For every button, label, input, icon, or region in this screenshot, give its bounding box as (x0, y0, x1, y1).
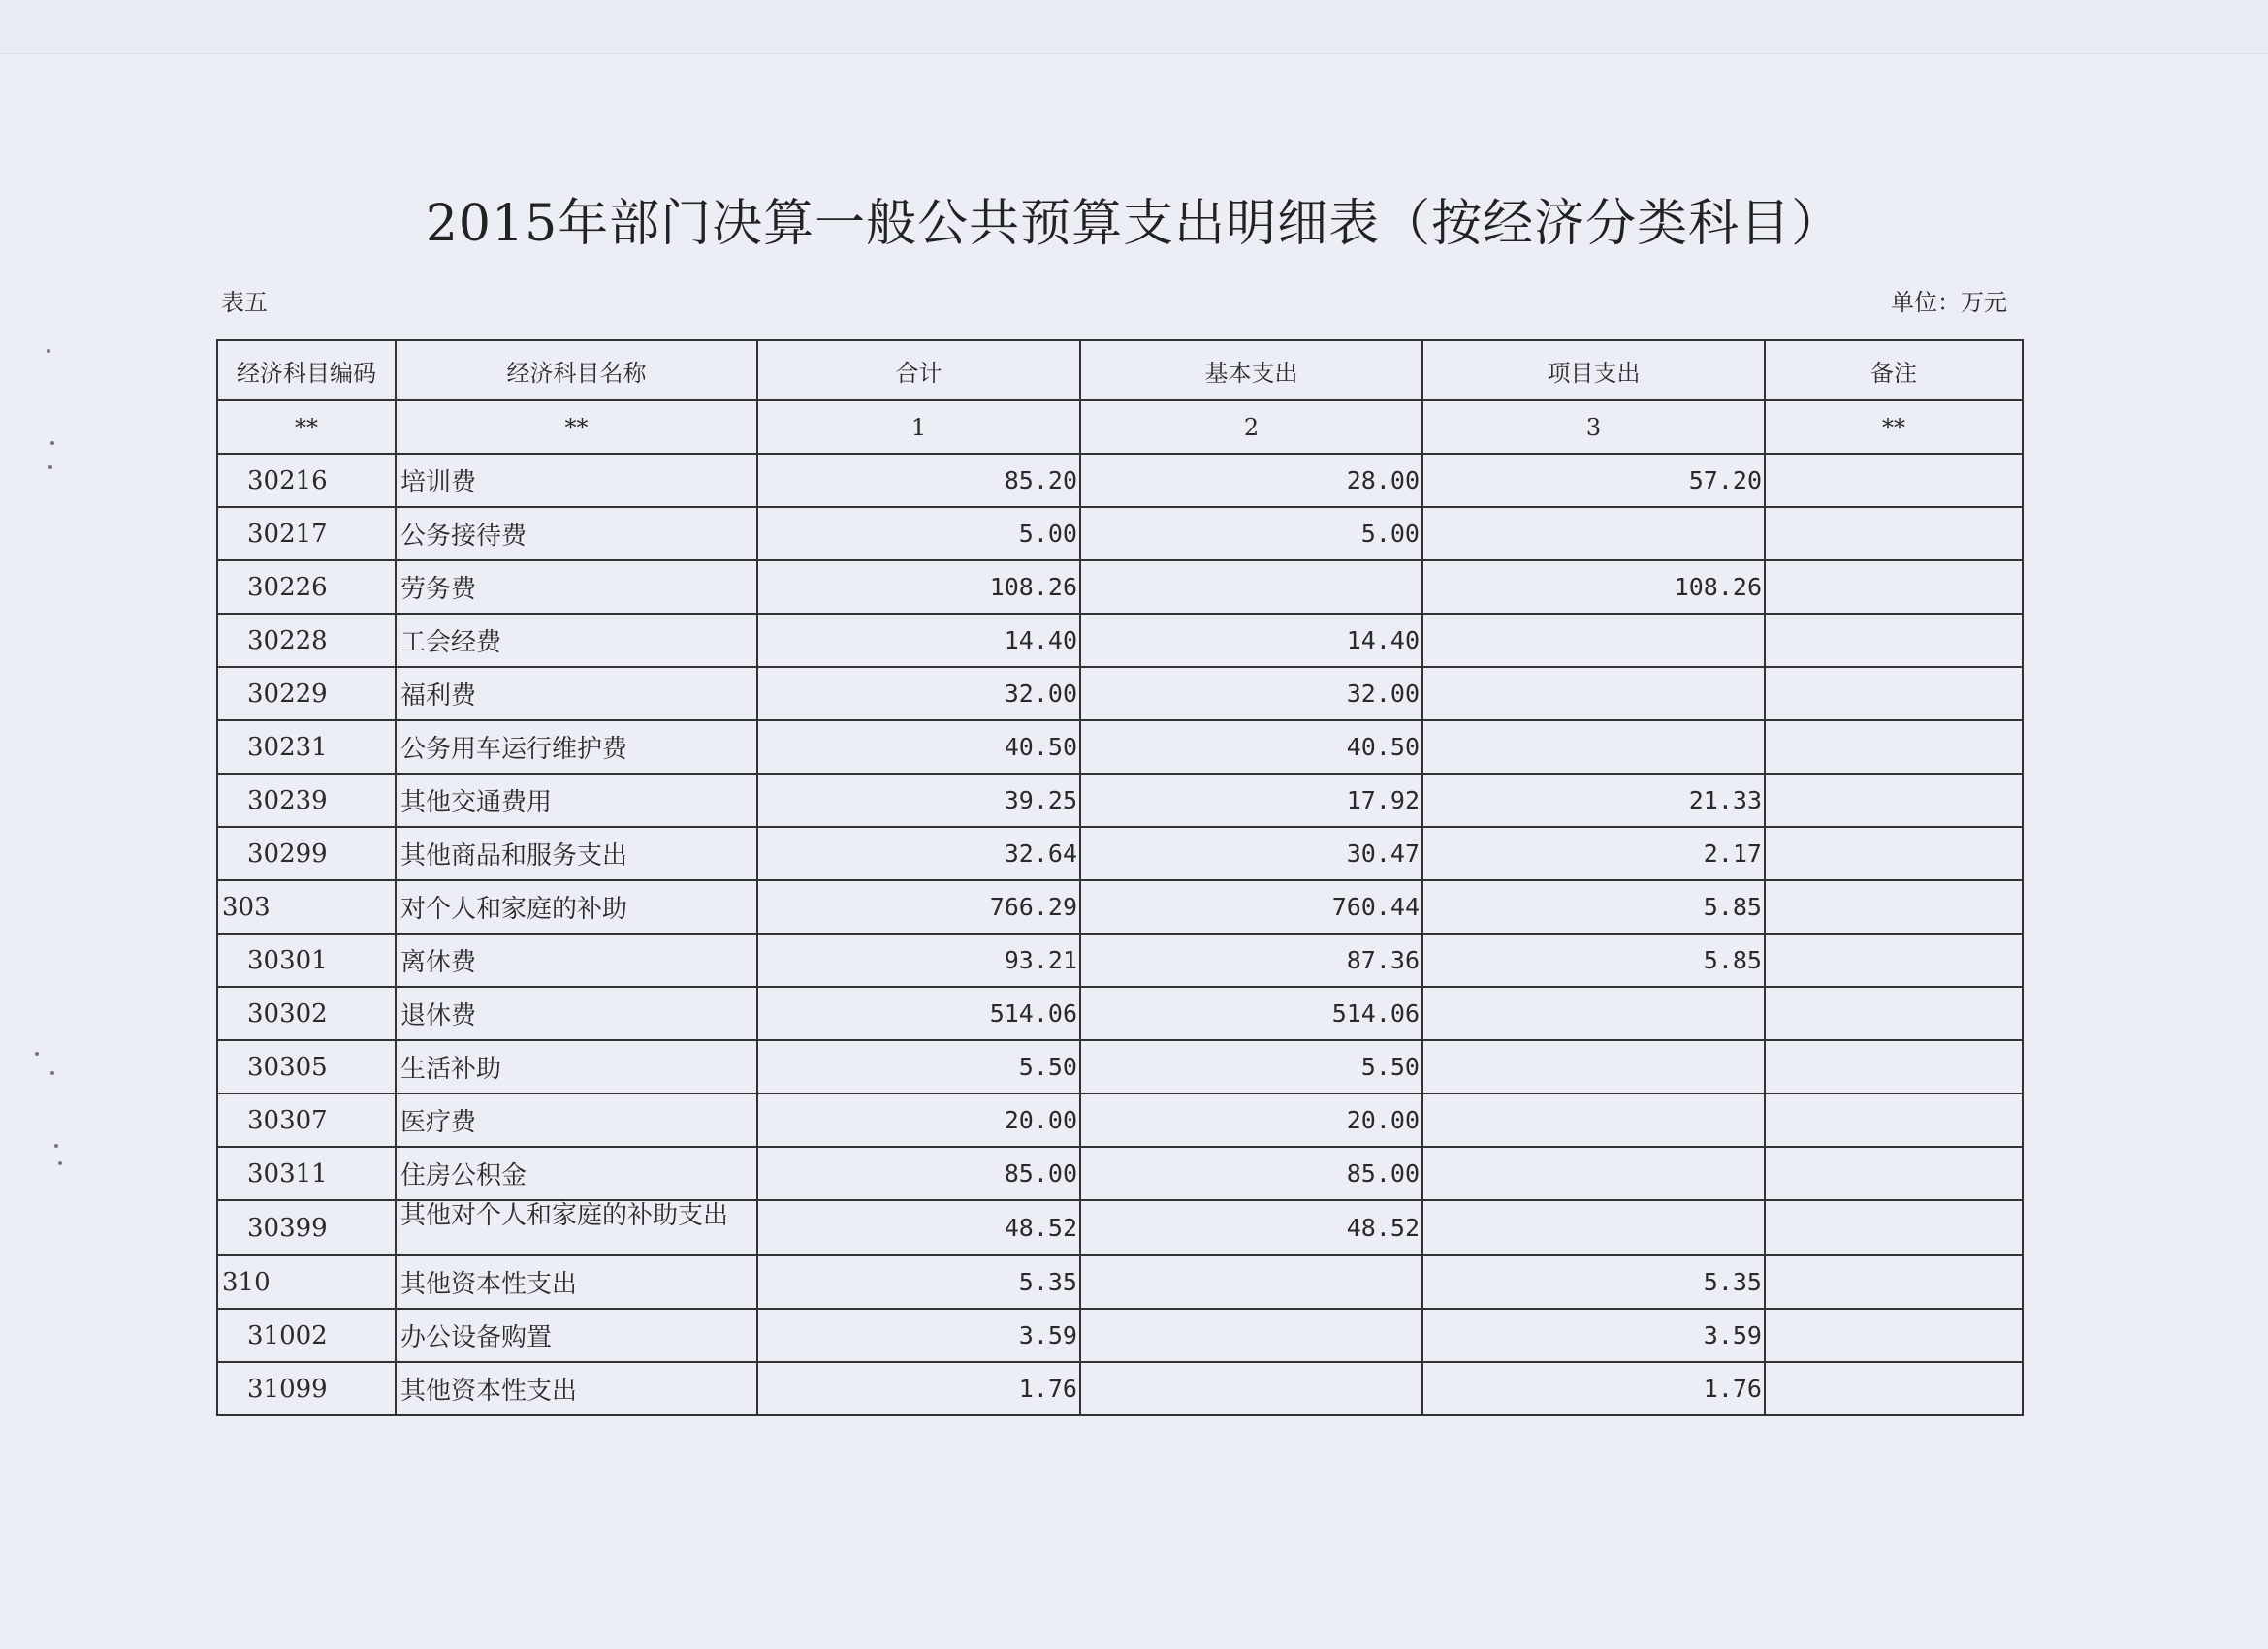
project-cell: 21.33 (1422, 774, 1765, 827)
note-cell (1765, 1309, 2023, 1362)
name-cell: 福利费 (396, 667, 757, 720)
table-row (217, 987, 2023, 1040)
table-row (217, 880, 2023, 934)
code-cell: 30228 (217, 614, 396, 667)
table-number: 表五 (221, 289, 268, 316)
basic-cell: 514.06 (1080, 987, 1422, 1040)
punch-mark (58, 1161, 62, 1165)
punch-mark (50, 441, 54, 445)
note-cell (1765, 507, 2023, 560)
basic-cell: 760.44 (1080, 880, 1422, 934)
note-cell (1765, 720, 2023, 774)
project-cell (1422, 1200, 1765, 1255)
punch-mark (35, 1052, 39, 1056)
total-cell: 32.64 (757, 827, 1080, 880)
basic-cell: 28.00 (1080, 454, 1422, 507)
table-row (217, 1309, 2023, 1362)
note-cell (1765, 1200, 2023, 1255)
table-row (217, 454, 2023, 507)
total-cell: 5.50 (757, 1040, 1080, 1094)
index-cell: 2 (1080, 400, 1422, 454)
basic-cell: 85.00 (1080, 1147, 1422, 1200)
table-row (217, 720, 2023, 774)
table-row (217, 1040, 2023, 1094)
project-cell: 2.17 (1422, 827, 1765, 880)
name-cell: 离休费 (396, 934, 757, 987)
code-cell: 30216 (217, 454, 396, 507)
expenditure-table (216, 339, 2024, 1416)
basic-cell: 14.40 (1080, 614, 1422, 667)
punch-mark (54, 1144, 58, 1148)
index-cell: ** (1765, 400, 2023, 454)
header-cell: 备注 (1765, 340, 2023, 400)
basic-cell (1080, 1362, 1422, 1415)
name-cell: 其他对个人和家庭的补助支出 (396, 1200, 757, 1255)
total-cell: 85.20 (757, 454, 1080, 507)
name-cell: 其他资本性支出 (396, 1362, 757, 1415)
name-cell: 生活补助 (396, 1040, 757, 1094)
note-cell (1765, 934, 2023, 987)
code-cell: 310 (217, 1255, 396, 1309)
total-cell: 3.59 (757, 1309, 1080, 1362)
note-cell (1765, 774, 2023, 827)
name-cell: 住房公积金 (396, 1147, 757, 1200)
table-row (217, 1094, 2023, 1147)
basic-cell (1080, 1255, 1422, 1309)
name-cell: 其他商品和服务支出 (396, 827, 757, 880)
code-cell: 31099 (217, 1362, 396, 1415)
code-cell: 30305 (217, 1040, 396, 1094)
name-cell: 其他交通费用 (396, 774, 757, 827)
basic-cell: 5.00 (1080, 507, 1422, 560)
project-cell (1422, 1040, 1765, 1094)
name-cell: 公务接待费 (396, 507, 757, 560)
basic-cell: 32.00 (1080, 667, 1422, 720)
name-cell: 工会经费 (396, 614, 757, 667)
project-cell: 3.59 (1422, 1309, 1765, 1362)
index-cell: 3 (1422, 400, 1765, 454)
table-row (217, 1255, 2023, 1309)
total-cell: 1.76 (757, 1362, 1080, 1415)
note-cell (1765, 1040, 2023, 1094)
note-cell (1765, 614, 2023, 667)
note-cell (1765, 827, 2023, 880)
note-cell (1765, 560, 2023, 614)
total-cell: 20.00 (757, 1094, 1080, 1147)
table-row (217, 1362, 2023, 1415)
total-cell: 766.29 (757, 880, 1080, 934)
code-cell: 303 (217, 880, 396, 934)
note-cell (1765, 987, 2023, 1040)
table-row (217, 1147, 2023, 1200)
project-cell: 5.85 (1422, 880, 1765, 934)
basic-cell: 20.00 (1080, 1094, 1422, 1147)
note-cell (1765, 454, 2023, 507)
table-row (217, 614, 2023, 667)
name-cell: 退休费 (396, 987, 757, 1040)
total-cell: 48.52 (757, 1200, 1080, 1255)
basic-cell: 5.50 (1080, 1040, 1422, 1094)
column-index-row (217, 400, 2023, 454)
punch-mark (47, 349, 50, 353)
table-row (217, 827, 2023, 880)
code-cell: 30229 (217, 667, 396, 720)
total-cell: 93.21 (757, 934, 1080, 987)
code-cell: 31002 (217, 1309, 396, 1362)
code-cell: 30231 (217, 720, 396, 774)
punch-mark (48, 465, 52, 469)
project-cell (1422, 1147, 1765, 1200)
index-cell: ** (217, 400, 396, 454)
code-cell: 30239 (217, 774, 396, 827)
total-cell: 5.00 (757, 507, 1080, 560)
unit-label: 单位：万元 (1891, 289, 2007, 316)
total-cell: 32.00 (757, 667, 1080, 720)
project-cell: 1.76 (1422, 1362, 1765, 1415)
header-cell: 项目支出 (1422, 340, 1765, 400)
table-row (217, 934, 2023, 987)
code-cell: 30399 (217, 1200, 396, 1255)
total-cell: 14.40 (757, 614, 1080, 667)
project-cell (1422, 507, 1765, 560)
basic-cell: 48.52 (1080, 1200, 1422, 1255)
name-cell: 培训费 (396, 454, 757, 507)
total-cell: 514.06 (757, 987, 1080, 1040)
code-cell: 30307 (217, 1094, 396, 1147)
project-cell (1422, 1094, 1765, 1147)
table-row (217, 667, 2023, 720)
project-cell: 5.35 (1422, 1255, 1765, 1309)
total-cell: 85.00 (757, 1147, 1080, 1200)
header-cell: 基本支出 (1080, 340, 1422, 400)
index-cell: ** (396, 400, 757, 454)
project-cell: 57.20 (1422, 454, 1765, 507)
basic-cell (1080, 1309, 1422, 1362)
basic-cell: 87.36 (1080, 934, 1422, 987)
project-cell (1422, 720, 1765, 774)
index-cell: 1 (757, 400, 1080, 454)
table-row (217, 560, 2023, 614)
note-cell (1765, 880, 2023, 934)
total-cell: 40.50 (757, 720, 1080, 774)
name-cell: 公务用车运行维护费 (396, 720, 757, 774)
table-header-row (217, 340, 2023, 400)
header-cell: 合计 (757, 340, 1080, 400)
name-cell: 办公设备购置 (396, 1309, 757, 1362)
note-cell (1765, 1362, 2023, 1415)
name-cell: 对个人和家庭的补助 (396, 880, 757, 934)
project-cell: 5.85 (1422, 934, 1765, 987)
project-cell: 108.26 (1422, 560, 1765, 614)
name-cell: 医疗费 (396, 1094, 757, 1147)
note-cell (1765, 1147, 2023, 1200)
project-cell (1422, 614, 1765, 667)
code-cell: 30226 (217, 560, 396, 614)
code-cell: 30299 (217, 827, 396, 880)
basic-cell (1080, 560, 1422, 614)
note-cell (1765, 667, 2023, 720)
basic-cell: 30.47 (1080, 827, 1422, 880)
table-row (217, 507, 2023, 560)
basic-cell: 17.92 (1080, 774, 1422, 827)
punch-mark (50, 1071, 54, 1075)
header-cell: 经济科目名称 (396, 340, 757, 400)
name-cell: 劳务费 (396, 560, 757, 614)
note-cell (1765, 1094, 2023, 1147)
total-cell: 5.35 (757, 1255, 1080, 1309)
project-cell (1422, 987, 1765, 1040)
code-cell: 30311 (217, 1147, 396, 1200)
code-cell: 30217 (217, 507, 396, 560)
code-cell: 30301 (217, 934, 396, 987)
basic-cell: 40.50 (1080, 720, 1422, 774)
table-row (217, 1200, 2023, 1255)
total-cell: 39.25 (757, 774, 1080, 827)
table-row (217, 774, 2023, 827)
note-cell (1765, 1255, 2023, 1309)
name-cell: 其他资本性支出 (396, 1255, 757, 1309)
document-title: 2015年部门决算一般公共预算支出明细表（按经济分类科目） (425, 195, 1843, 253)
code-cell: 30302 (217, 987, 396, 1040)
header-cell: 经济科目编码 (217, 340, 396, 400)
project-cell (1422, 667, 1765, 720)
total-cell: 108.26 (757, 560, 1080, 614)
